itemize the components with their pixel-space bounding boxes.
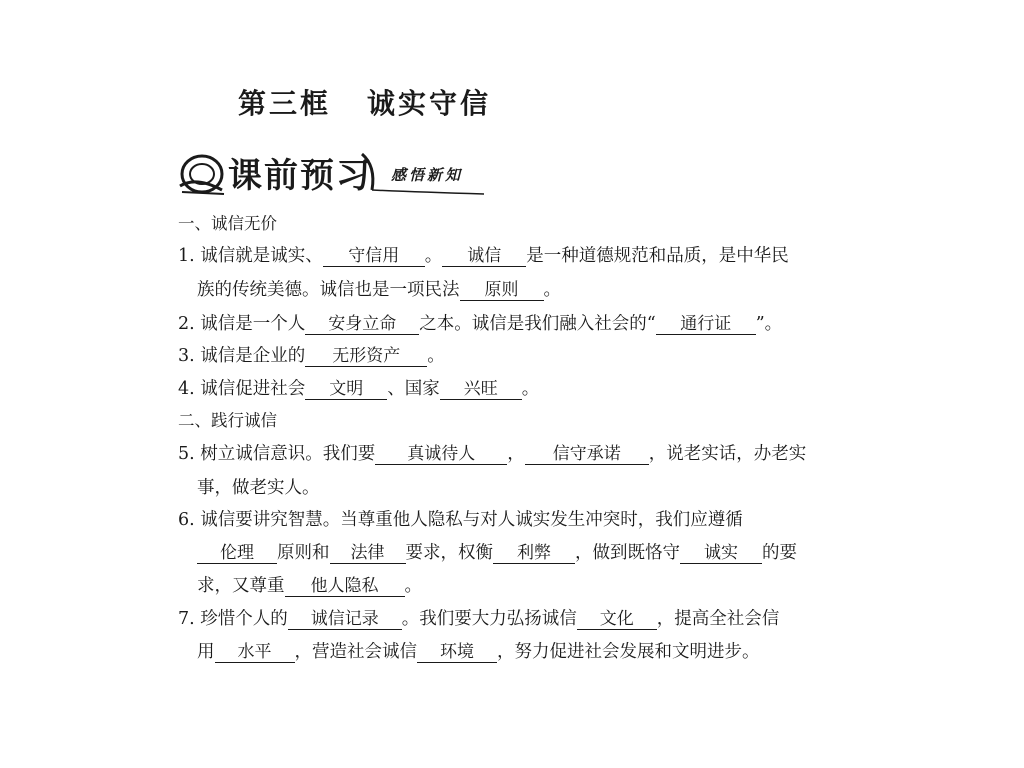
answer-blank: 安身立命 (305, 314, 419, 335)
answer-blank: 伦理 (197, 543, 277, 564)
section-heading-2: 二、践行诚信 (178, 411, 277, 430)
answer-blank: 利弊 (493, 543, 575, 564)
answer-blank: 法律 (330, 543, 406, 564)
answer-blank: 信守承诺 (525, 444, 649, 465)
answer-blank: 守信用 (323, 246, 425, 267)
banner-subtitle: 感悟新知 (391, 166, 464, 184)
question-4: 4. 诚信促进社会 文明 、国家 兴旺 。 (178, 379, 540, 399)
question-6-line-3: 求，又尊重 他人隐私 。 (197, 576, 422, 596)
question-5-line-1: 5. 树立诚信意识。我们要 真诚待人 ， 信守承诺 ，说老实话，办老实 (178, 444, 807, 464)
answer-blank: 文化 (577, 609, 657, 630)
answer-blank: 环境 (417, 642, 497, 663)
question-3: 3. 诚信是企业的 无形资产 。 (178, 346, 445, 366)
answer-blank: 诚信记录 (288, 609, 402, 630)
banner-title: 课前预习 (228, 156, 372, 196)
answer-blank: 真诚待人 (375, 444, 507, 465)
answer-blank: 原则 (460, 280, 544, 301)
question-6-line-1: 6. 诚信要讲究智慧。当尊重他人隐私与对人诚实发生冲突时，我们应遵循 (178, 510, 743, 530)
question-1-line-1: 1. 诚信就是诚实、 守信用 。 诚信 是一种道德规范和品质，是中华民 (178, 246, 789, 266)
question-6-line-2: 伦理 原则和 法律 要求，权衡 利弊 ，做到既恪守 诚实 的要 (197, 541, 797, 565)
answer-blank: 无形资产 (305, 346, 427, 367)
answer-blank: 通行证 (656, 314, 756, 335)
question-7-line-1: 7. 珍惜个人的 诚信记录 。我们要大力弘扬诚信 文化 ，提高全社会信 (178, 609, 780, 629)
answer-blank: 水平 (215, 642, 295, 663)
question-2: 2. 诚信是一个人 安身立命 之本。诚信是我们融入社会的“ 通行证 ”。 (178, 314, 783, 334)
section-heading-1: 一、诚信无价 (178, 214, 277, 233)
title-part-2: 诚实守信 (367, 87, 492, 120)
question-5-line-2: 事，做老实人。 (197, 478, 320, 498)
question-1-line-2: 族的传统美德。诚信也是一项民法 原则 。 (197, 280, 561, 300)
answer-blank: 兴旺 (440, 379, 522, 400)
answer-blank: 诚信 (442, 246, 526, 267)
question-7-line-2: 用 水平 ，营造社会诚信 环境 ，努力促进社会发展和文明进步。 (197, 642, 760, 662)
answer-blank: 诚实 (680, 543, 762, 564)
answer-blank: 他人隐私 (285, 576, 405, 597)
page-title (238, 82, 491, 122)
answer-blank: 文明 (305, 379, 387, 400)
preview-banner (176, 146, 486, 202)
title-part-1: 第三框 (238, 87, 332, 120)
